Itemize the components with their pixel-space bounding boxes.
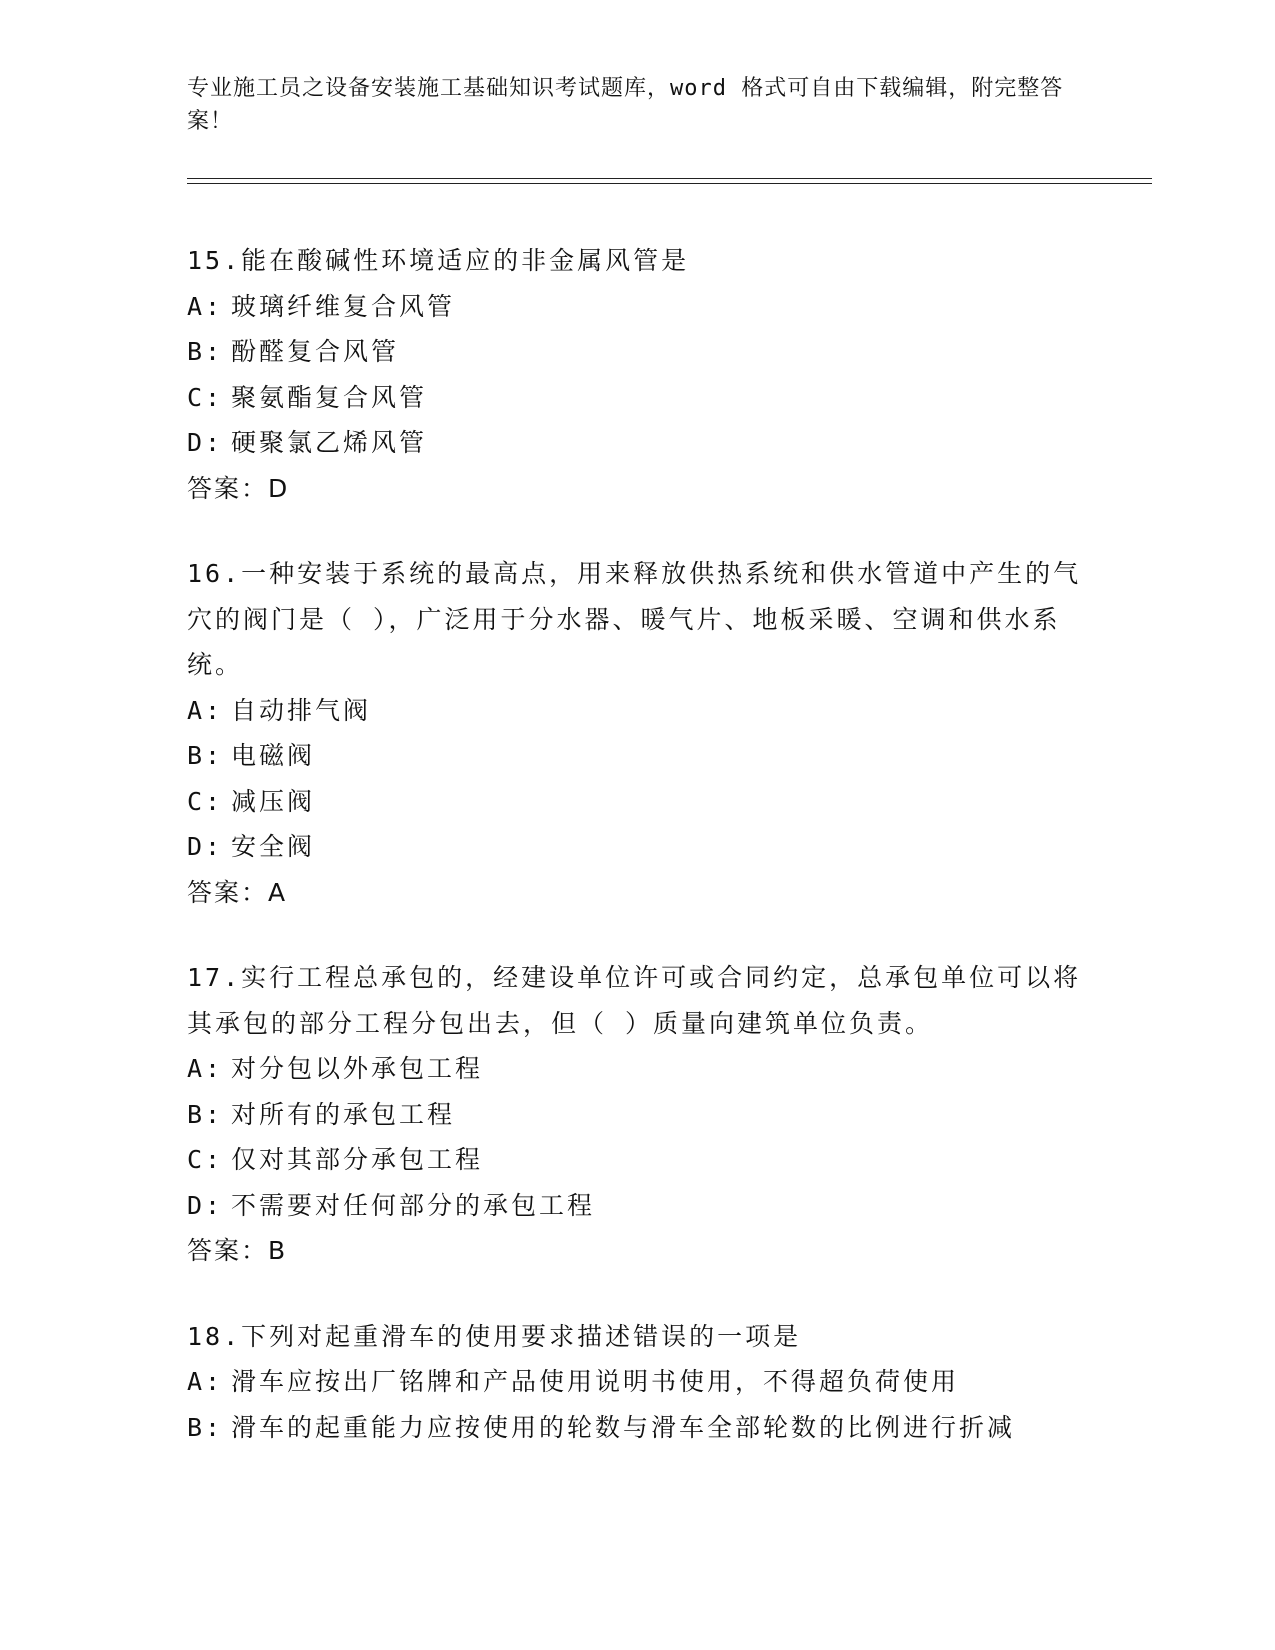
question-stem: 16.一种安装于系统的最高点，用来释放供热系统和供水管道中产生的气穴的阀门是（ ），广泛用于分水器、暖气片、地板采暖、空调和供水系统。	[187, 559, 1082, 679]
option-text: 聚氨酯复合风管	[231, 382, 428, 412]
question-stem: 15.能在酸碱性环境适应的非金属风管是	[187, 246, 690, 275]
option-text: 不需要对任何部分的承包工程	[231, 1190, 596, 1220]
option-b	[187, 329, 1087, 375]
option-c	[187, 779, 1087, 825]
option-b	[187, 1405, 1087, 1451]
option-text: 对所有的承包工程	[231, 1099, 456, 1129]
option-key: C:	[187, 1145, 224, 1174]
option-key: D:	[187, 1190, 224, 1220]
option-text: 安全阀	[231, 832, 316, 861]
answer-line: 答案：D	[187, 473, 290, 503]
answer-line: 答案：B	[187, 1236, 288, 1265]
option-b	[187, 733, 1087, 779]
option-text: 自动排气阀	[231, 695, 372, 725]
option-key: A:	[187, 1054, 224, 1083]
header-rule-bottom	[187, 183, 1152, 184]
option-text: 酚醛复合风管	[231, 337, 400, 366]
option-text: 滑车应按出厂铭牌和产品使用说明书使用，不得超负荷使用	[231, 1367, 960, 1396]
option-text: 仅对其部分承包工程	[231, 1145, 484, 1174]
answer-line: 答案：A	[187, 877, 288, 907]
option-a	[187, 688, 1087, 734]
option-key: D:	[187, 832, 224, 861]
option-key: A:	[187, 291, 224, 321]
question-17	[187, 955, 1087, 1274]
option-key: B:	[187, 337, 224, 366]
option-key: C:	[187, 382, 224, 412]
option-c	[187, 375, 1087, 421]
question-list	[187, 238, 1087, 1490]
option-key: B:	[187, 741, 224, 770]
header-rule-top	[187, 178, 1152, 179]
option-text: 电磁阀	[231, 741, 316, 770]
option-d	[187, 824, 1087, 870]
option-text: 对分包以外承包工程	[231, 1054, 484, 1083]
option-a	[187, 284, 1087, 330]
option-text: 减压阀	[231, 786, 316, 816]
option-key: A:	[187, 695, 224, 725]
option-a	[187, 1359, 1087, 1405]
question-stem: 18.下列对起重滑车的使用要求描述错误的一项是	[187, 1321, 802, 1351]
option-text: 滑车的起重能力应按使用的轮数与滑车全部轮数的比例进行折减	[231, 1412, 1016, 1442]
option-key: A:	[187, 1367, 224, 1396]
option-c	[187, 1137, 1087, 1183]
option-b	[187, 1092, 1087, 1138]
option-text: 玻璃纤维复合风管	[231, 291, 456, 321]
option-key: D:	[187, 428, 224, 457]
question-16	[187, 551, 1087, 915]
option-d	[187, 420, 1087, 466]
option-key: B:	[187, 1099, 224, 1129]
document-header: 专业施工员之设备安装施工基础知识考试题库，word 格式可自由下载编辑，附完整答案！	[187, 76, 1064, 134]
option-d	[187, 1183, 1087, 1229]
option-text: 硬聚氯乙烯风管	[231, 428, 428, 457]
option-key: C:	[187, 786, 224, 816]
question-stem: 17.实行工程总承包的，经建设单位许可或合同约定，总承包单位可以将其承包的部分工程分包出去，但（ ）质量向建筑单位负责。	[187, 963, 1082, 1038]
option-key: B:	[187, 1412, 224, 1442]
question-18	[187, 1314, 1087, 1451]
option-a	[187, 1046, 1087, 1092]
question-15	[187, 238, 1087, 511]
